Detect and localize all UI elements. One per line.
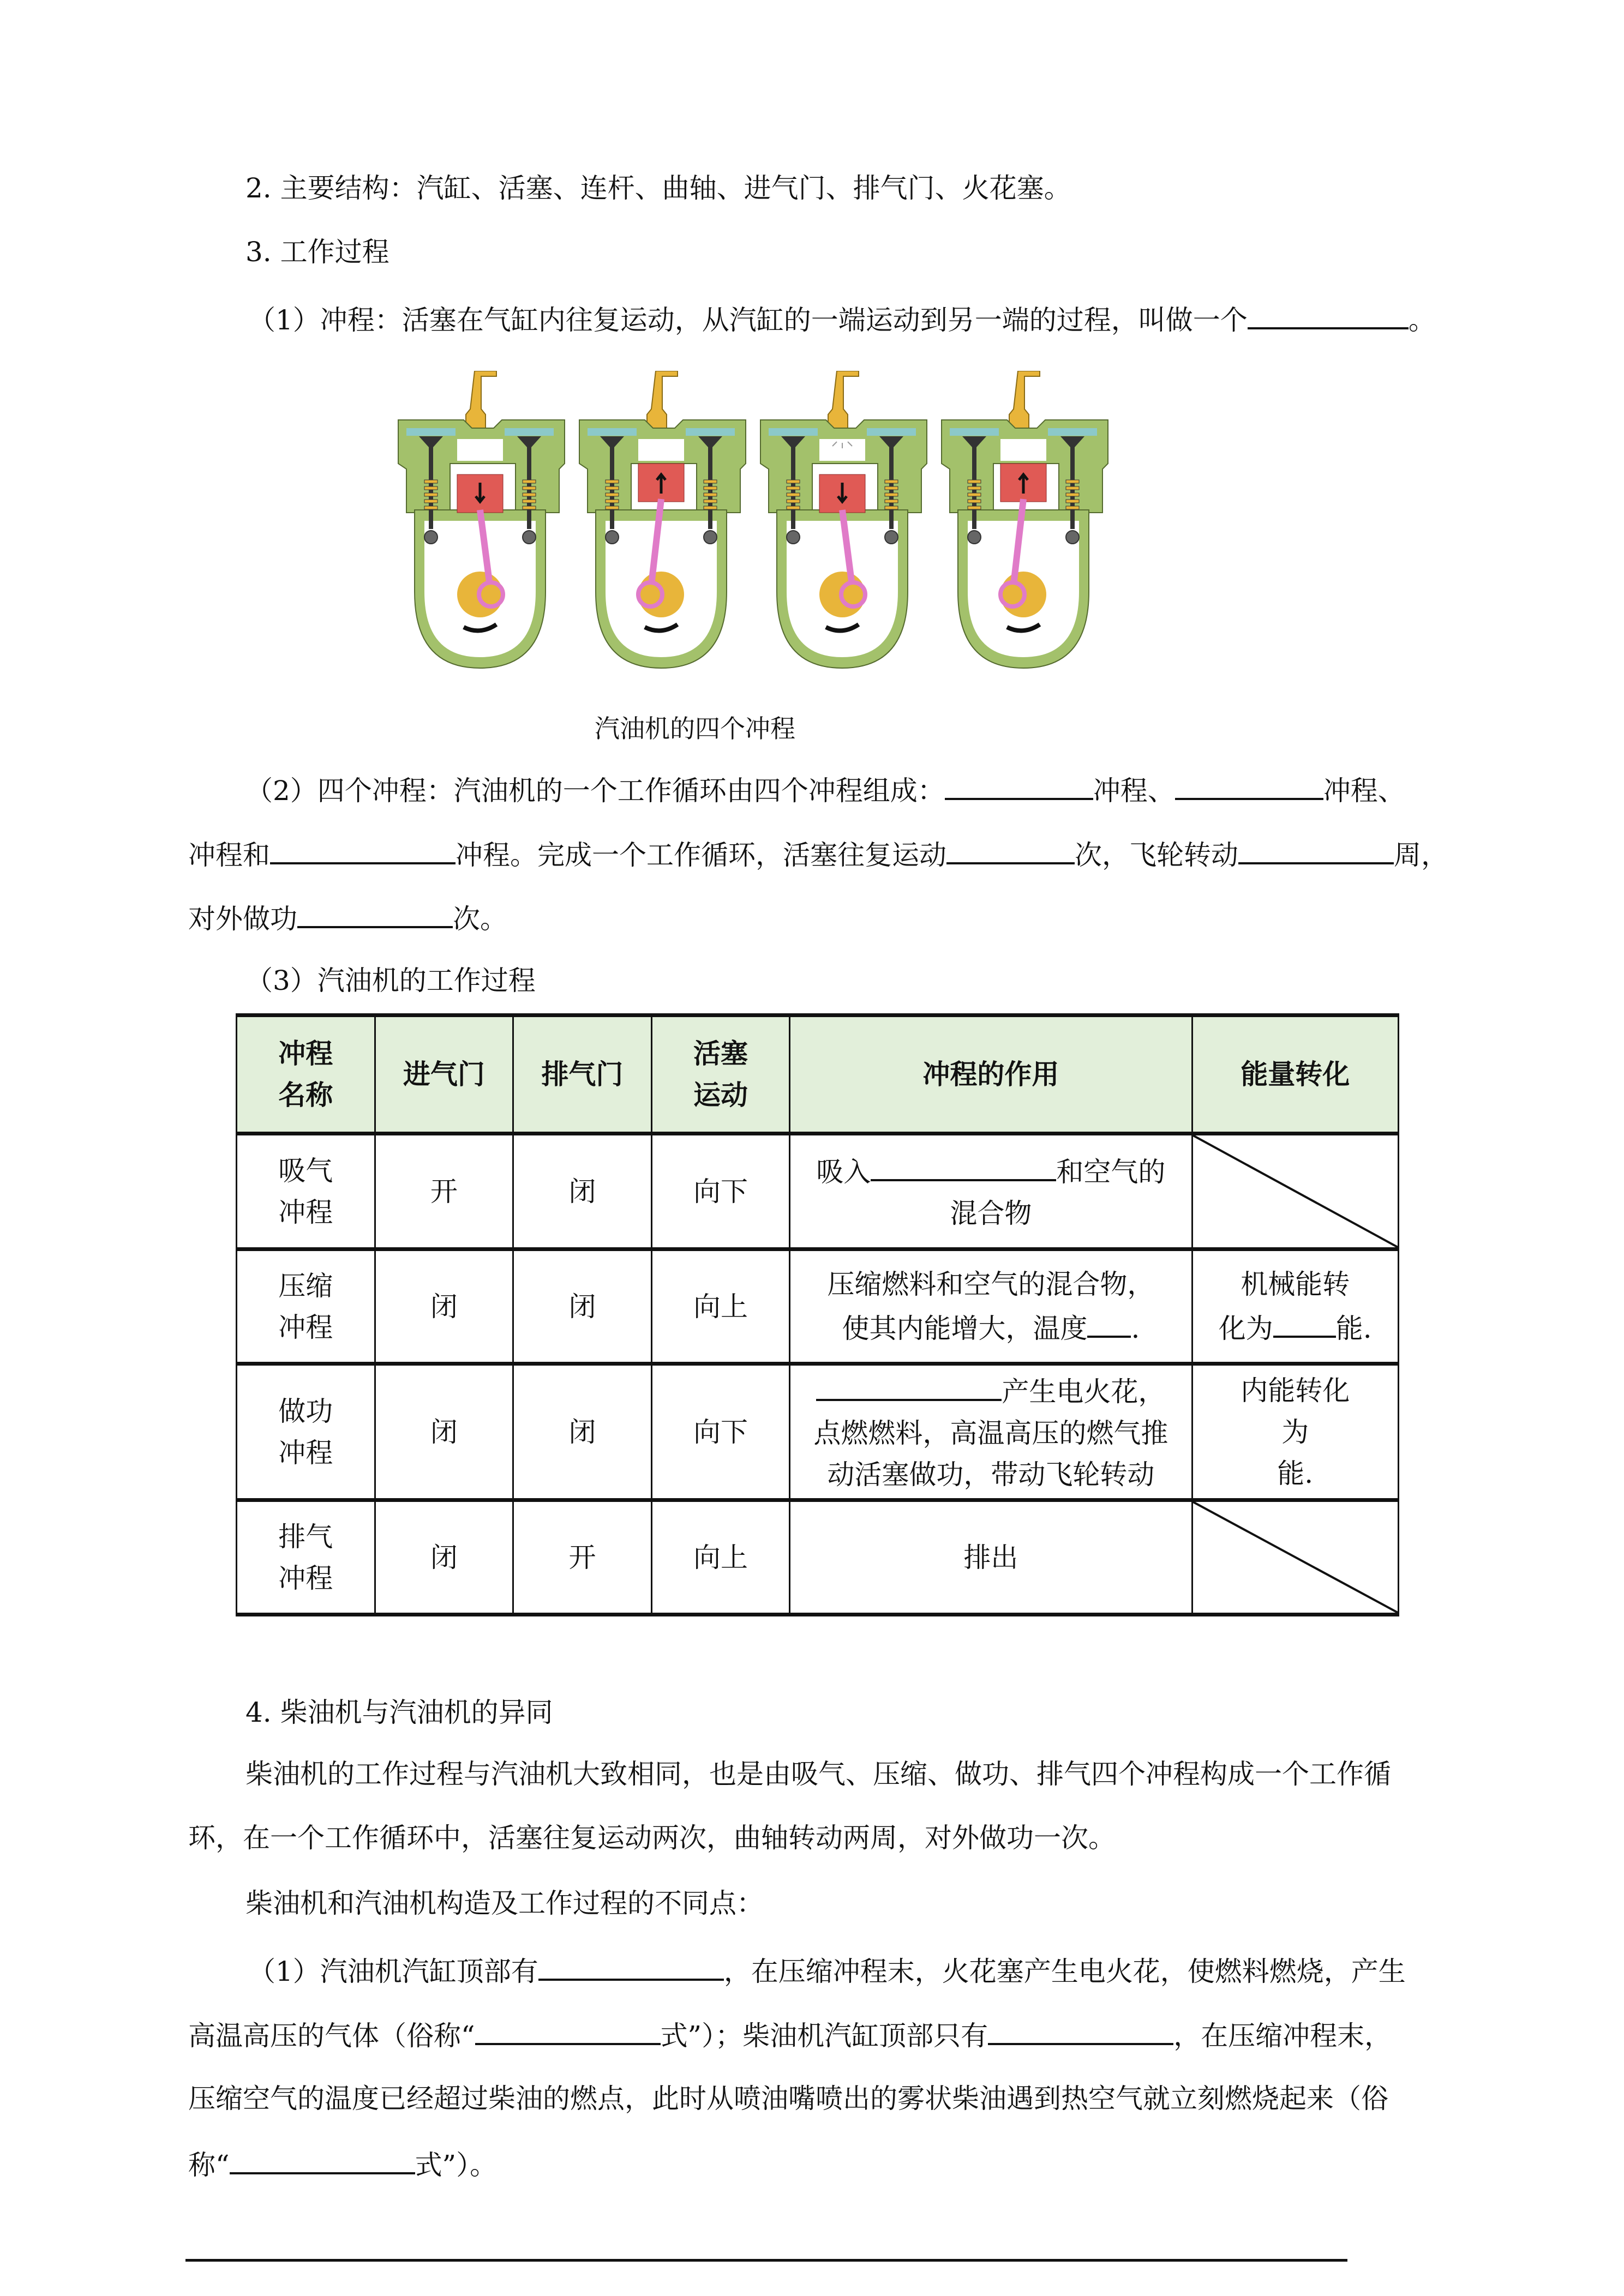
answer-blank[interactable]	[816, 1368, 1002, 1401]
gasoline-engine-process-table	[236, 1013, 1399, 1616]
combustion-chamber	[638, 439, 684, 461]
text: （2）四个冲程：汽油机的一个工作循环由四个冲程组成：	[245, 775, 945, 807]
stroke-name: 压缩 冲程	[237, 1249, 375, 1364]
cam	[787, 531, 800, 544]
cam	[704, 531, 717, 544]
header-stroke-name: 冲程 名称	[237, 1015, 375, 1134]
answer-blank[interactable]	[475, 2017, 661, 2045]
water-jacket	[950, 428, 999, 436]
four-strokes-line-1	[245, 772, 1405, 807]
engine-compression	[579, 371, 746, 668]
table-row	[237, 1249, 1399, 1364]
text: 称“	[188, 2149, 230, 2181]
working-process-title: （3）汽油机的工作过程	[245, 965, 536, 996]
valve-spring	[704, 486, 717, 490]
cam	[885, 531, 898, 544]
crank-pin	[479, 582, 503, 606]
valve-spring	[1066, 500, 1079, 503]
header-exhaust-valve: 排气门	[513, 1015, 652, 1134]
difference-q1-line-1	[248, 1952, 1406, 1988]
four-stroke-diagram	[393, 371, 1118, 682]
answer-blank[interactable]	[297, 900, 453, 928]
text: 周，	[1394, 839, 1448, 871]
answer-blank[interactable]	[230, 2146, 415, 2174]
valve-spring	[424, 506, 438, 509]
differences-intro: 柴油机和汽油机构造及工作过程的不同点：	[245, 1888, 764, 1919]
valve-spring	[424, 493, 438, 496]
text: 高温高压的气体（俗称“	[188, 2020, 475, 2052]
header-piston-motion: 活塞 运动	[651, 1015, 790, 1134]
valve-spring	[885, 500, 898, 503]
text: 次，飞轮转动	[1075, 839, 1238, 871]
energy-conversion: 机械能转 化为 能.	[1192, 1249, 1399, 1364]
valve-spring	[885, 486, 898, 490]
answer-blank[interactable]	[1273, 1305, 1336, 1338]
spark-plug-icon	[1009, 371, 1040, 431]
valve-spring	[1066, 480, 1079, 483]
section-3-title: 3. 工作过程	[245, 236, 389, 268]
text: 冲程、	[1323, 775, 1405, 807]
water-jacket	[769, 428, 818, 436]
diesel-para-line-1: 柴油机的工作过程与汽油机大致相同，也是由吸气、压缩、做功、排气四个冲程构成一个工作循	[245, 1758, 1391, 1790]
valve-spring	[704, 493, 717, 496]
valve-spring	[968, 480, 981, 483]
answer-blank[interactable]	[945, 772, 1093, 800]
spark-plug-icon	[828, 371, 859, 431]
answer-blank[interactable]	[988, 2017, 1173, 2045]
valve-spring	[523, 506, 536, 509]
valve-spring	[787, 493, 800, 496]
text: ，在压缩冲程末，	[1173, 2020, 1392, 2052]
four-strokes-line-2	[188, 836, 1448, 871]
cam	[1066, 531, 1079, 544]
text: 冲程和	[188, 839, 270, 871]
period: 。	[1408, 304, 1436, 336]
engine-power	[760, 371, 927, 668]
valve-spring	[523, 486, 536, 490]
valve-spring	[885, 493, 898, 496]
valve-spring	[787, 480, 800, 483]
valve-spring	[424, 500, 438, 503]
engine-exhaust	[942, 371, 1108, 668]
valve-spring	[424, 480, 438, 483]
valve-spring	[606, 493, 619, 496]
valve-spring	[968, 486, 981, 490]
text: 对外做功	[188, 903, 297, 935]
text: 冲程。完成一个工作循环，活塞往复运动	[456, 839, 946, 871]
intake-valve-state: 开	[375, 1134, 513, 1249]
valve-spring	[523, 493, 536, 496]
energy-not-applicable	[1192, 1500, 1399, 1615]
header-intake-valve: 进气门	[375, 1015, 513, 1134]
answer-blank[interactable]	[538, 1952, 724, 1981]
crank-pin	[638, 582, 662, 606]
valve-spring	[968, 493, 981, 496]
stroke-definition-line	[248, 301, 1436, 336]
cam	[606, 531, 619, 544]
header-stroke-effect: 冲程的作用	[790, 1015, 1192, 1134]
valve-spring	[885, 480, 898, 483]
water-jacket	[505, 428, 554, 436]
figure-caption: 汽油机的四个冲程	[595, 714, 795, 743]
stroke-definition-text: （1）冲程：活塞在气缸内往复运动，从汽缸的一端运动到另一端的过程，叫做一个	[248, 304, 1248, 336]
text: 次。	[453, 903, 507, 935]
combustion-chamber	[1000, 439, 1046, 461]
spark-plug-icon	[647, 371, 678, 431]
table-header-row	[237, 1015, 1399, 1134]
exhaust-valve-state: 闭	[513, 1364, 652, 1500]
combustion-chamber	[819, 439, 865, 461]
energy-not-applicable	[1192, 1134, 1399, 1249]
valve-spring	[606, 500, 619, 503]
piston-direction: 向上	[651, 1500, 790, 1615]
valve-spring	[787, 506, 800, 509]
valve-spring	[885, 506, 898, 509]
answer-blank[interactable]	[1175, 772, 1323, 800]
engine-intake	[398, 371, 565, 668]
valve-spring	[704, 500, 717, 503]
section-4-title: 4. 柴油机与汽油机的异同	[245, 1697, 553, 1728]
valve-spring	[606, 486, 619, 490]
answer-blank[interactable]	[1238, 836, 1394, 864]
valve-spring	[1066, 493, 1079, 496]
stroke-effect: 产生电火花， 点燃燃料，高温高压的燃气推 动活塞做功，带动飞轮转动	[790, 1364, 1192, 1500]
stroke-effect: 压缩燃料和空气的混合物， 使其内能增大，温度 .	[790, 1249, 1192, 1364]
text: 式”）；柴油机汽缸顶部只有	[660, 2020, 988, 2052]
valve-spring	[523, 500, 536, 503]
cam	[424, 531, 438, 544]
valve-spring	[424, 486, 438, 490]
crank-pin	[841, 582, 865, 606]
piston-direction: 向下	[651, 1134, 790, 1249]
stroke-name: 做功 冲程	[237, 1364, 375, 1500]
text: ，在压缩冲程末，火花塞产生电火花，使燃料燃烧，产生	[723, 1956, 1406, 1987]
table-row	[237, 1134, 1399, 1249]
table-row	[237, 1500, 1399, 1615]
answer-blank[interactable]	[871, 1149, 1056, 1181]
header-energy-conversion: 能量转化	[1192, 1015, 1399, 1134]
exhaust-valve-state: 闭	[513, 1249, 652, 1364]
answer-blank[interactable]	[1248, 301, 1409, 329]
water-jacket	[588, 428, 637, 436]
spark-plug-icon	[466, 371, 496, 431]
stroke-effect: 排出	[790, 1500, 1192, 1615]
text: 冲程、	[1093, 775, 1175, 807]
valve-spring	[968, 506, 981, 509]
four-strokes-line-3	[188, 900, 507, 935]
energy-conversion: 内能转化 为 能.	[1192, 1364, 1399, 1500]
valve-spring	[704, 506, 717, 509]
exhaust-valve-state: 闭	[513, 1134, 652, 1249]
intake-valve-state: 闭	[375, 1249, 513, 1364]
difference-q1-line-2	[188, 2017, 1392, 2052]
valve-spring	[523, 480, 536, 483]
water-jacket	[867, 428, 916, 436]
stroke-name: 排气 冲程	[237, 1500, 375, 1615]
valve-spring	[968, 500, 981, 503]
table-row	[237, 1364, 1399, 1500]
piston-direction: 向上	[651, 1249, 790, 1364]
cam	[523, 531, 536, 544]
valve-spring	[787, 500, 800, 503]
answer-blank[interactable]	[946, 836, 1075, 864]
combustion-chamber	[457, 439, 503, 461]
engine-figures	[393, 371, 1118, 682]
text: （1）汽油机汽缸顶部有	[248, 1956, 538, 1987]
valve-spring	[787, 486, 800, 490]
exhaust-valve-state: 开	[513, 1500, 652, 1615]
intake-valve-state: 闭	[375, 1500, 513, 1615]
answer-blank[interactable]	[270, 836, 456, 864]
valve-spring	[606, 506, 619, 509]
answer-blank[interactable]	[1087, 1305, 1131, 1338]
difference-q1-line-3: 压缩空气的温度已经超过柴油的燃点，此时从喷油嘴喷出的雾状柴油遇到热空气就立刻燃烧起来（俗	[188, 2083, 1388, 2114]
valve-spring	[704, 480, 717, 483]
cam	[968, 531, 981, 544]
intake-valve-state: 闭	[375, 1364, 513, 1500]
water-jacket	[686, 428, 735, 436]
text: 式”）。	[415, 2149, 498, 2181]
diesel-para-line-2: 环，在一个工作循环中，活塞往复运动两次，曲轴转动两周，对外做功一次。	[188, 1822, 1116, 1854]
crank-pin	[1000, 582, 1024, 606]
valve-spring	[1066, 486, 1079, 490]
water-jacket	[406, 428, 456, 436]
valve-spring	[606, 480, 619, 483]
water-jacket	[1048, 428, 1097, 436]
main-structure-line: 2. 主要结构：汽缸、活塞、连杆、曲轴、进气门、排气门、火花塞。	[245, 172, 1071, 204]
footer-rule	[185, 2259, 1347, 2262]
stroke-name: 吸气 冲程	[237, 1134, 375, 1249]
valve-spring	[1066, 506, 1079, 509]
piston-direction: 向下	[651, 1364, 790, 1500]
difference-q1-line-4	[188, 2146, 497, 2181]
stroke-effect: 吸入 和空气的 混合物	[790, 1134, 1192, 1249]
